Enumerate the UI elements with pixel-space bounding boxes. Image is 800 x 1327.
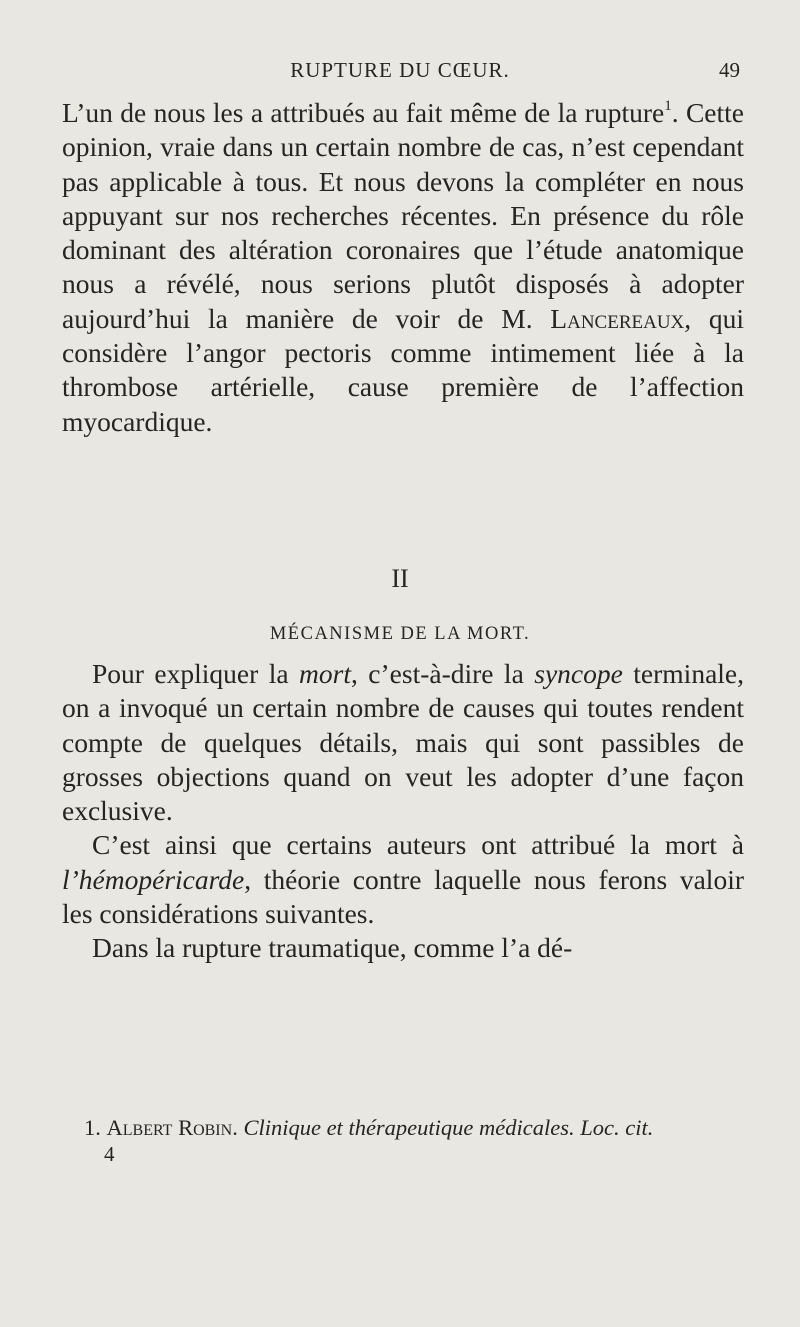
author-name: Lancereaux xyxy=(550,302,685,334)
paragraph-text: L’un de nous les a attribués au fait même de la rupture xyxy=(62,97,665,128)
running-title: RUPTURE DU CŒUR. xyxy=(290,58,510,82)
paragraph-text: terminale, on a invoqué un certain nombre de causes qui toutes rendent compte de quelques détails, mais qui sont passibles de grosses objections quand on veut les adopter d’une façon exclusive. xyxy=(62,658,744,827)
footnote-number: 1. xyxy=(84,1115,107,1140)
emphasis-hemopericarde: l’hémopéricarde xyxy=(62,863,245,895)
signature-mark: 4 xyxy=(104,1142,115,1166)
footnote-ref: 1 xyxy=(664,98,672,114)
paragraph-text: , qui considère l’angor pectoris comme intimement liée à la thrombose artérielle, cause première de l’affection myocardique. xyxy=(62,302,745,437)
footnote-sep: . xyxy=(232,1115,244,1140)
paragraph-text: C’est ainsi que certains auteurs ont attribué la mort à xyxy=(92,829,744,861)
footnote-title: Clinique et thérapeutique médicales. Loc. cit. xyxy=(243,1115,654,1140)
paragraph-traumatic: Dans la rupture traumatique, comme l’a dé- xyxy=(92,932,573,964)
footnote-author: Albert Robin xyxy=(106,1115,233,1140)
paragraph-hemopericarde xyxy=(62,828,744,931)
paragraph-text: Pour expliquer la xyxy=(92,658,300,689)
section-body xyxy=(62,657,744,966)
section-numeral: II xyxy=(391,564,409,593)
paragraph-rupture-cause xyxy=(62,96,744,439)
emphasis-mort: mort xyxy=(299,658,351,689)
paragraph-explanation xyxy=(62,657,744,828)
opening-paragraph-block xyxy=(62,96,744,439)
paragraph-text: , c’est-à-dire la xyxy=(350,658,535,689)
section-title: MÉCANISME DE LA MORT. xyxy=(269,624,531,644)
paragraph-text: . Cette opinion, vraie dans un certain nombre de cas, n’est cependant pas applicable à tous. Et nous devons la compléter en nous appuyant sur nos recherches récentes. En présence du rôle dominant des altération coronaires que l’étude anatomique nous a révélé, nous serions plutôt disposés à adopter aujourd’hui la manière de voir de M. xyxy=(62,97,744,334)
paragraph-text: , théorie contre laquelle nous ferons valoir les considérations suivantes. xyxy=(62,863,744,930)
running-head xyxy=(60,58,740,88)
emphasis-syncope: syncope xyxy=(534,658,623,689)
footnote xyxy=(84,1114,744,1142)
page-number: 49 xyxy=(719,58,740,82)
